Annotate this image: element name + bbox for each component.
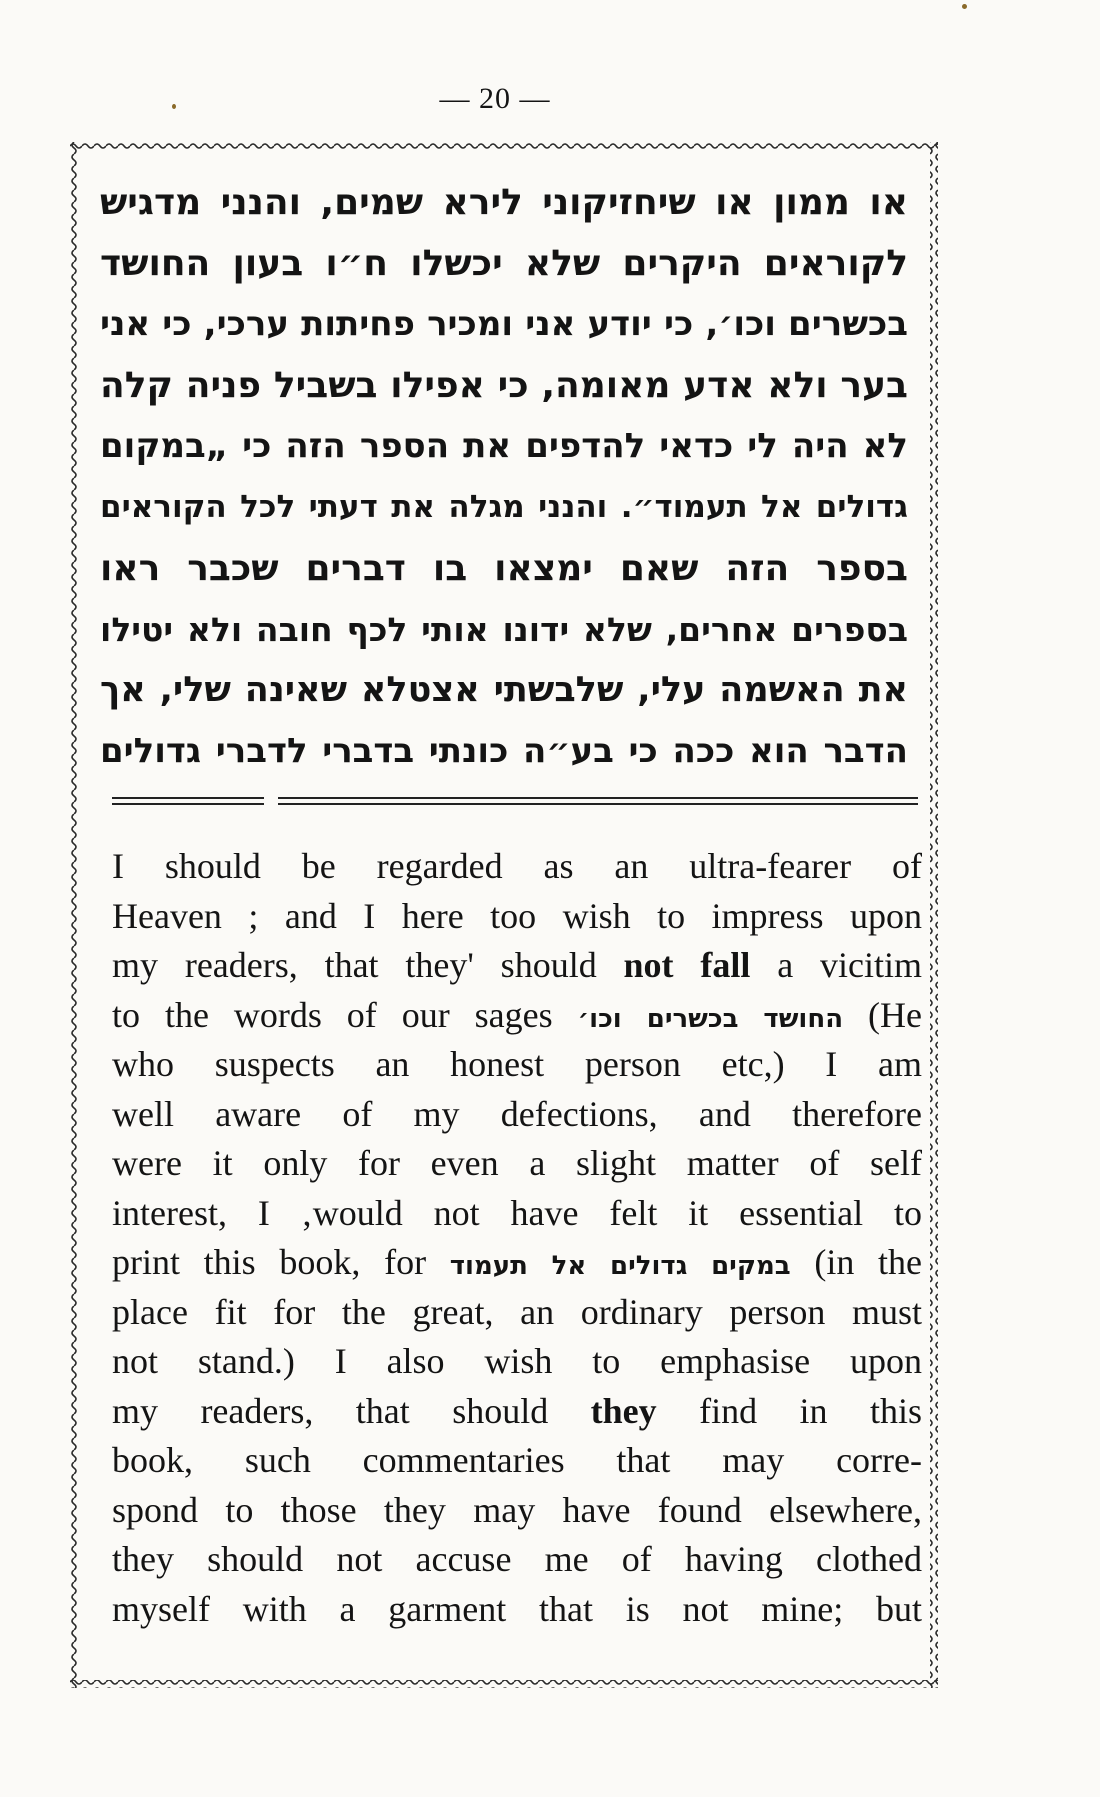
hebrew-line: לא היה לי כדאי להדפים את הספר הזה כי „במקום xyxy=(100,426,908,466)
ink-speck xyxy=(962,4,967,9)
hebrew-line: או ממון או שיחזיקוני לירא שמים, והנני מדגיש xyxy=(100,182,908,223)
section-divider xyxy=(112,797,918,811)
hebrew-line: את האשמה עלי, שלבשתי אצטלא שאינה שלי, אך xyxy=(100,670,908,710)
hebrew-line: בספר הזה שאם ימצאו בו דברים שכבר ראו xyxy=(100,548,908,589)
english-line: who suspects an honest person etc,) I am xyxy=(112,1044,922,1084)
hebrew-line: גדולים אל תעמוד״. והנני מגלה את דעתי לכל הקוראים xyxy=(100,489,908,525)
english-text: my readers, that should xyxy=(112,1390,549,1431)
english-line xyxy=(112,941,922,991)
english-text: print this book, for xyxy=(112,1242,427,1282)
english-line: spond to those they may have found elsewhere, xyxy=(112,1489,922,1530)
hebrew-line: בכשרים וכו׳, כי יודע אני ומכיר פחיתות ערכי, כי אני xyxy=(100,304,908,344)
english-line: well aware of my defections, and therefore xyxy=(112,1093,922,1134)
english-line: myself with a garment that is not mine; but xyxy=(112,1588,922,1629)
english-text: (He xyxy=(868,994,923,1035)
hebrew-line: בער ולא אדע מאומה, כי אפילו בשביל פניה קלה xyxy=(100,365,908,406)
page-number: — 20 — xyxy=(439,82,551,115)
divider-rule-left xyxy=(112,797,264,805)
english-line xyxy=(112,1238,922,1288)
english-text: to the words of our sages xyxy=(112,994,553,1035)
english-text: (in the xyxy=(814,1242,923,1282)
emphasis-text: they xyxy=(590,1390,657,1431)
hebrew-line: בספרים אחרים, שלא ידונו אותי לכף חובה ולא יטילו xyxy=(100,610,908,649)
english-translation-block xyxy=(112,842,922,1634)
english-line: Heaven ; and I here too wish to impress upon xyxy=(112,895,922,936)
hebrew-quote: במקים גדולים אל תעמוד xyxy=(449,1251,791,1281)
english-line: they should not accuse me of having clothed xyxy=(112,1539,922,1579)
english-line: I should be regarded as an ultra-fearer of xyxy=(112,846,922,886)
english-line: book, such commentaries that may corre- xyxy=(112,1440,922,1480)
english-line: interest, I ‚would not have felt it essential to xyxy=(112,1192,922,1233)
ink-speck xyxy=(172,104,176,109)
hebrew-text-block xyxy=(100,172,908,792)
hebrew-line: לקוראים היקרים שלא יכשלו ח״ו בעון החושד xyxy=(100,243,908,284)
english-text: a vicitim xyxy=(777,945,922,985)
english-line xyxy=(112,1387,922,1437)
english-line: not stand.) I also wish to emphasise upon xyxy=(112,1341,922,1381)
hebrew-line: הדבר הוא ככה כי בע״ה כונתי בדברי לדברי גדולים xyxy=(100,731,908,771)
hebrew-quote: החושד בכשרים וכו׳ xyxy=(577,1003,844,1034)
divider-rule-right xyxy=(278,797,918,805)
english-line xyxy=(112,991,922,1041)
english-line: place fit for the great, an ordinary person must xyxy=(112,1291,922,1332)
english-text: find in this xyxy=(699,1390,922,1431)
english-text: my readers, that they' should xyxy=(112,945,597,985)
english-line: were it only for even a slight matter of self xyxy=(112,1143,922,1183)
emphasis-text: not fall xyxy=(623,945,751,985)
